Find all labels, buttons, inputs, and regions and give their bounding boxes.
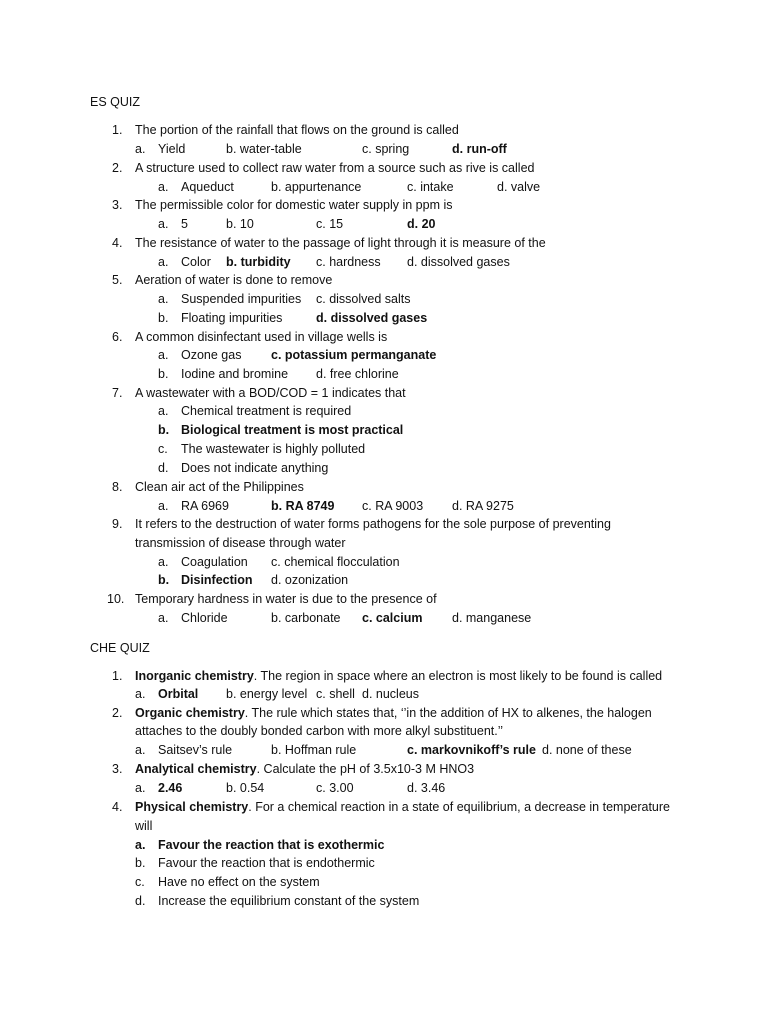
es-q6-option-b: Iodine and bromine (181, 367, 289, 381)
es-q7-option-b-answer: Biological treatment is most practical (181, 423, 404, 437)
es-q3-option-a-letter: a. (158, 217, 169, 231)
es-q1-option-d-answer: d. run-off (452, 142, 507, 156)
che-q3-option-b: b. 0.54 (226, 781, 265, 795)
es-q9-option-a: Coagulation (181, 555, 248, 569)
es-q3-option-c: c. 15 (316, 217, 344, 231)
che-q3-text: . Calculate the pH of 3.5x10-3 M HNO3 (256, 762, 475, 776)
es-quiz-title: ES QUIZ (90, 95, 141, 109)
es-q9-text: It refers to the destruction of water forms pathogens for the sole purpose of preventing (135, 517, 611, 531)
es-q8-number: 8. (112, 480, 123, 494)
es-q10-option-d: d. manganese (452, 611, 532, 625)
es-q2-text: A structure used to collect raw water from a source such as rive is called (135, 161, 535, 175)
es-q9-option-c: c. chemical flocculation (271, 555, 400, 569)
es-q5-option-b: Floating impurities (181, 311, 283, 325)
es-q10-option-c-answer: c. calcium (362, 611, 423, 625)
che-q4-text: . For a chemical reaction in a state of equilibrium, a decrease in temperature (248, 800, 671, 814)
es-q3-text: The permissible color for domestic water supply in ppm is (135, 198, 453, 212)
es-q2-option-b: b. appurtenance (271, 180, 362, 194)
che-q4-option-d: Increase the equilibrium constant of the system (158, 894, 420, 908)
che-q3-option-d: d. 3.46 (407, 781, 446, 795)
es-q9-option-b-answer: Disinfection (181, 573, 253, 587)
che-q3-option-c: c. 3.00 (316, 781, 354, 795)
che-q2-option-a-letter: a. (135, 743, 146, 757)
che-q2-option-c-answer: c. markovnikoff’s rule (407, 743, 536, 757)
es-q1-option-c: c. spring (362, 142, 410, 156)
es-q7-option-a-letter: a. (158, 404, 169, 418)
es-q6-number: 6. (112, 330, 123, 344)
che-q1-number: 1. (112, 669, 123, 683)
es-q3-option-b: b. 10 (226, 217, 254, 231)
che-q4-option-c: Have no effect on the system (158, 875, 320, 889)
es-q1-text: The portion of the rainfall that flows on the ground is called (135, 123, 459, 137)
es-q7-text: A wastewater with a BOD/COD = 1 indicates that (135, 386, 406, 400)
es-q4-text: The resistance of water to the passage of light through it is measure of the (135, 236, 546, 250)
che-q1-option-d: d. nucleus (362, 687, 419, 701)
che-q1-text: . The region in space where an electron is most likely to be found is called (253, 669, 663, 683)
es-q8-option-c: c. RA 9003 (362, 499, 424, 513)
es-q4-option-a: Color (181, 255, 211, 269)
es-q4-option-a-letter: a. (158, 255, 169, 269)
es-q10-text: Temporary hardness in water is due to the presence of (135, 592, 437, 606)
es-q1-option-a: Yield (158, 142, 186, 156)
es-q6-option-a-letter: a. (158, 348, 169, 362)
es-q8-option-a-letter: a. (158, 499, 169, 513)
es-q5-number: 5. (112, 273, 123, 287)
che-q3-number: 3. (112, 762, 123, 776)
es-q5-option-c: c. dissolved salts (316, 292, 411, 306)
che-q4-option-b: Favour the reaction that is endothermic (158, 856, 375, 870)
che-q2-text: . The rule which states that, ‘’in the addition of HX to alkenes, the halogen (244, 706, 652, 720)
es-q7-option-c: The wastewater is highly polluted (181, 442, 366, 456)
es-q4-option-c: c. hardness (316, 255, 381, 269)
es-q6-option-b-letter: b. (158, 367, 169, 381)
che-q2-question (135, 707, 652, 720)
che-quiz-title: CHE QUIZ (90, 641, 150, 655)
es-q7-option-b-letter: b. (158, 423, 170, 437)
che-q4-option-a-answer: Favour the reaction that is exothermic (158, 838, 385, 852)
es-q4-number: 4. (112, 236, 123, 250)
es-q7-option-d: Does not indicate anything (181, 461, 329, 475)
es-q4-option-d: d. dissolved gases (407, 255, 510, 269)
es-q2-option-a: Aqueduct (181, 180, 234, 194)
es-q9-option-b-letter: b. (158, 573, 170, 587)
es-q10-number: 10. (107, 592, 125, 606)
es-q5-option-b-letter: b. (158, 311, 169, 325)
es-q7-option-a: Chemical treatment is required (181, 404, 352, 418)
che-q4-option-c-letter: c. (135, 875, 145, 889)
es-q2-number: 2. (112, 161, 123, 175)
che-q1-option-a-answer: Orbital (158, 687, 199, 701)
es-q7-option-c-letter: c. (158, 442, 168, 456)
es-q1-option-b: b. water-table (226, 142, 302, 156)
che-q2-number: 2. (112, 706, 123, 720)
che-q1-option-c: c. shell (316, 687, 355, 701)
che-q4-question (135, 801, 670, 814)
es-q6-option-d: d. free chlorine (316, 367, 399, 381)
che-q4-subject: Physical chemistry (135, 800, 249, 814)
che-q4-text-line2: will (135, 819, 153, 833)
es-q2-option-c: c. intake (407, 180, 454, 194)
es-q10-option-a-letter: a. (158, 611, 169, 625)
che-q2-text-line2: attaches to the doubly bonded carbon with more alkyl substituent.’’ (135, 724, 504, 738)
che-q2-option-b: b. Hoffman rule (271, 743, 357, 757)
che-q3-subject: Analytical chemistry (135, 762, 257, 776)
che-q1-subject: Inorganic chemistry (135, 669, 254, 683)
es-q9-text-line2: transmission of disease through water (135, 536, 346, 550)
che-q3-option-a-letter: a. (135, 781, 146, 795)
es-q8-option-d: d. RA 9275 (452, 499, 514, 513)
che-q3-question (135, 763, 474, 776)
che-q3-option-a-answer: 2.46 (158, 781, 183, 795)
es-q7-option-d-letter: d. (158, 461, 169, 475)
es-q9-option-a-letter: a. (158, 555, 169, 569)
es-q10-option-a: Chloride (181, 611, 228, 625)
es-q2-option-a-letter: a. (158, 180, 169, 194)
che-q4-number: 4. (112, 800, 123, 814)
es-q4-option-b-answer: b. turbidity (226, 255, 291, 269)
es-q1-option-a-letter: a. (135, 142, 146, 156)
es-q5-text: Aeration of water is done to remove (135, 273, 333, 287)
es-q3-option-d-answer: d. 20 (407, 217, 436, 231)
che-q4-option-d-letter: d. (135, 894, 146, 908)
es-q5-option-a: Suspended impurities (181, 292, 302, 306)
es-q7-number: 7. (112, 386, 123, 400)
che-q1-option-a-letter: a. (135, 687, 146, 701)
es-q6-option-c-answer: c. potassium permanganate (271, 348, 437, 362)
es-q1-number: 1. (112, 123, 123, 137)
es-q8-option-a: RA 6969 (181, 499, 229, 513)
es-q3-number: 3. (112, 198, 123, 212)
es-q9-number: 9. (112, 517, 123, 531)
che-q2-option-a: Saitsev’s rule (158, 743, 233, 757)
es-q8-text: Clean air act of the Philippines (135, 480, 304, 494)
es-q6-option-a: Ozone gas (181, 348, 242, 362)
che-q1-option-b: b. energy level (226, 687, 308, 701)
es-q9-option-d: d. ozonization (271, 573, 349, 587)
che-q4-option-b-letter: b. (135, 856, 146, 870)
es-q6-text: A common disinfectant used in village wells is (135, 330, 388, 344)
che-q2-option-d: d. none of these (542, 743, 632, 757)
es-q5-option-a-letter: a. (158, 292, 169, 306)
es-q8-option-b-answer: b. RA 8749 (271, 499, 335, 513)
che-q1-question (135, 670, 662, 683)
che-q2-subject: Organic chemistry (135, 706, 245, 720)
es-q10-option-b: b. carbonate (271, 611, 341, 625)
es-q2-option-d: d. valve (497, 180, 541, 194)
che-q4-option-a-letter: a. (135, 838, 146, 852)
es-q3-option-a: 5 (181, 217, 188, 231)
es-q5-option-d-answer: d. dissolved gases (316, 311, 428, 325)
